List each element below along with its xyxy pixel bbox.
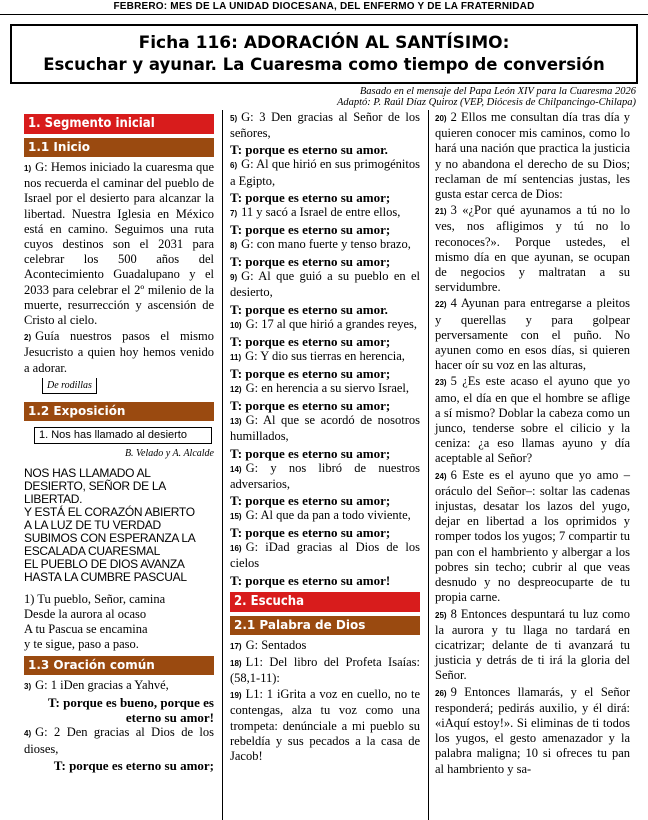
section-heading: 1. Segmento inicial [24,114,214,134]
section-heading: 2. Escucha [230,592,420,612]
column-2 [230,110,420,765]
paragraph: 23) 5 ¿Es este acaso el ayuno que yo amo, el día en que el hombre se aflige a sí mismo? Doblar la cabeza como un junco, tenderse sobre el cilicio y la ceniza: ¿a eso llamas ayuno y día aceptable al Señor? [435,374,630,466]
paragraph: 2) Guía nuestros pasos el mismo Jesucristo a quien hoy hemos venido a adorar. [24,329,214,375]
column-divider-2 [428,110,429,820]
column-1 [24,110,214,773]
paragraph: 18) L1: Del libro del Profeta Isaías: (58,1-11): [230,654,420,686]
paragraph: 9) G: Al que guió a su pueblo en el desierto, [230,269,420,300]
response: T: porque es eterno su amor; [230,333,391,349]
paragraph: 25) 8 Entonces despuntará tu luz como la aurora y tu llaga no tardará en cicatrizar; delante de ti avanzará tu justicia y detrás de ti irá la gloria del Señor. [435,606,630,683]
paragraph: 6) G: Al que hirió en sus primogénitos a Egipto, [230,157,420,188]
response: T: porque es eterno su amor; [53,757,214,773]
paragraph: 22) 4 Ayunan para entregarse a pleitos y querellas y para golpear perversamente con el puño. No ayunen como en esos días, si quieren hacer oír su voz en las alturas, [435,296,630,373]
subsection-heading: 1.2 Exposición [24,402,214,421]
response: T: porque es eterno su amor. [230,301,388,317]
paragraph: 19) L1: 1 iGrita a voz en cuello, no te contengas, alza tu voz como una trompeta: denúnciale a mi pueblo su rebeldía y sus pecados a la casa de Jacob! [230,687,420,764]
top-banner: FEBRERO: MES DE LA UNIDAD DIOCESANA, DEL ENFERMO Y DE LA FRATERNIDAD [0,0,648,15]
paragraph: 21) 3 «¿Por qué ayunamos a tú no lo ves, nos afligimos y tú no lo reconoces?». Porque ustedes, el mismo día en que ayunan, se ocupan de negocios y maltratan a su servidumbre. [435,203,630,295]
subsection-heading: 2.1 Palabra de Dios [230,616,420,635]
response: T: porque es eterno su amor; [230,222,391,238]
response: T: porque es eterno su amor; [230,366,391,382]
response: T: porque es eterno su amor. [230,142,388,158]
response: T: porque es eterno su amor; [230,398,391,414]
song-title: 1. Nos has llamado al desierto [34,427,212,444]
response: T: porque es eterno su amor; [230,445,391,461]
paragraph: 8) G: con mano fuerte y tenso brazo, [230,237,411,252]
paragraph: 15) G: Al que da pan a todo viviente, [230,508,411,523]
title-line-2: Escuchar y ayunar. La Cuaresma como tiempo de conversión [43,55,605,74]
response: T: porque es eterno su amor! [230,572,391,588]
rubric-note: De rodillas [42,378,97,394]
response: T: porque es eterno su amor; [230,525,391,541]
song-authors: B. Velado y A. Alcalde [124,448,214,460]
paragraph: 24) 6 Este es el ayuno que yo amo –oráculo del Señor–: soltar las cadenas injustas, desatar los lazos del yugo, dejar en libertad a los oprimidos y romper todos los yugos; 7 compartir tu pan con el hambriento y albergar a los pobres sin techo; cubrir al que veas desnudo y no despreocuparte de tu propia carne. [435,467,630,605]
subsection-heading: 1.3 Oración común [24,656,214,675]
paragraph: 4) G: 2 Den gracias al Dios de los dioses, [24,725,214,756]
paragraph: 13) G: Al que se acordó de nosotros humillados, [230,413,420,444]
response: T: porque es eterno su amor; [230,254,391,270]
paragraph: 26) 9 Entonces llamarás, y el Señor responderá; pedirás auxilio, y él dirá: «iAquí estoy!». Si eliminas de ti todos los yugos, el gesto amenazador y la palabra maligna; 10 si ofreces tu pan al hambriento y sa- [435,684,630,776]
paragraph: 20) 2 Ellos me consultan día tras día y quieren conocer mis caminos, como lo hará una nación que practica la justicia y no abandona el derecho de su Dios; reclaman de mí sentencias justas, les gusta estar cerca de Dios: [435,110,630,202]
paragraph: 16) G: iDad gracias al Dios de los cielos [230,540,420,571]
song-chorus: NOS HAS LLAMADO AL DESIERTO, SEÑOR DE LA LIBERTAD. Y ESTÁ EL CORAZÓN ABIERTO A LA LUZ DE TU VERDAD SUBIMOS CON ESPERANZA LA ESCALADA CUARESMAL EL PUEBLO DE DIOS AVANZA HASTA LA CUMBRE PASCUAL [24,466,195,585]
paragraph: 5) G: 3 Den gracias al Señor de los señores, [230,110,420,141]
paragraph: 10) G: 17 al que hirió a grandes reyes, [230,316,418,331]
response: T: porque es eterno su amor; [230,493,391,509]
paragraph: 1) G: Hemos iniciado la cuaresma que nos recuerda el caminar del pueblo de Israel por el desierto para alcanzar la libertad. Nuestra Iglesia en México está en camino. Seguimos una ruta cuyos destinos son el 2031 para celebrar los 500 años del Acontecimiento Guadalupano y el 2033 para celebrar el 2º milenio de la muerte, resurrección y ascensión de Cristo al cielo. [24,160,214,328]
response: T: porque es eterno su amor; [230,189,391,205]
subsection-heading: 1.1 Inicio [24,138,214,157]
title-line-1: Ficha 116: ADORACIÓN AL SANTÍSIMO: [138,33,510,53]
paragraph: 12) G: en herencia a su siervo Israel, [230,381,410,396]
title-box [10,24,638,84]
subtitle-based: Basado en el mensaje del Papa León XIV para la Cuaresma 2026 [359,86,636,97]
response: T: porque es bueno, porque es eterno su amor! [47,695,214,726]
paragraph: 17) G: Sentados [230,637,307,652]
paragraph: 11) G: Y dio sus tierras en herencia, [230,348,405,363]
paragraph: 14) G: y nos libró de nuestros adversarios, [230,460,420,491]
paragraph: 7) 11 y sacó a Israel de entre ellos, [230,204,401,219]
column-3 [435,110,630,778]
paragraph: 3) G: 1 iDen gracias a Yahvé, [24,678,169,693]
column-divider-1 [222,110,223,820]
subtitle-adapt: Adaptó: P. Raúl Díaz Quiroz (VEP, Diócesis de Chilpancingo-Chilapa) [336,97,636,108]
song-verse: 1) Tu pueblo, Señor, camina Desde la aurora al ocaso A tu Pascua se encamina y te sigue, paso a paso. [24,592,166,652]
